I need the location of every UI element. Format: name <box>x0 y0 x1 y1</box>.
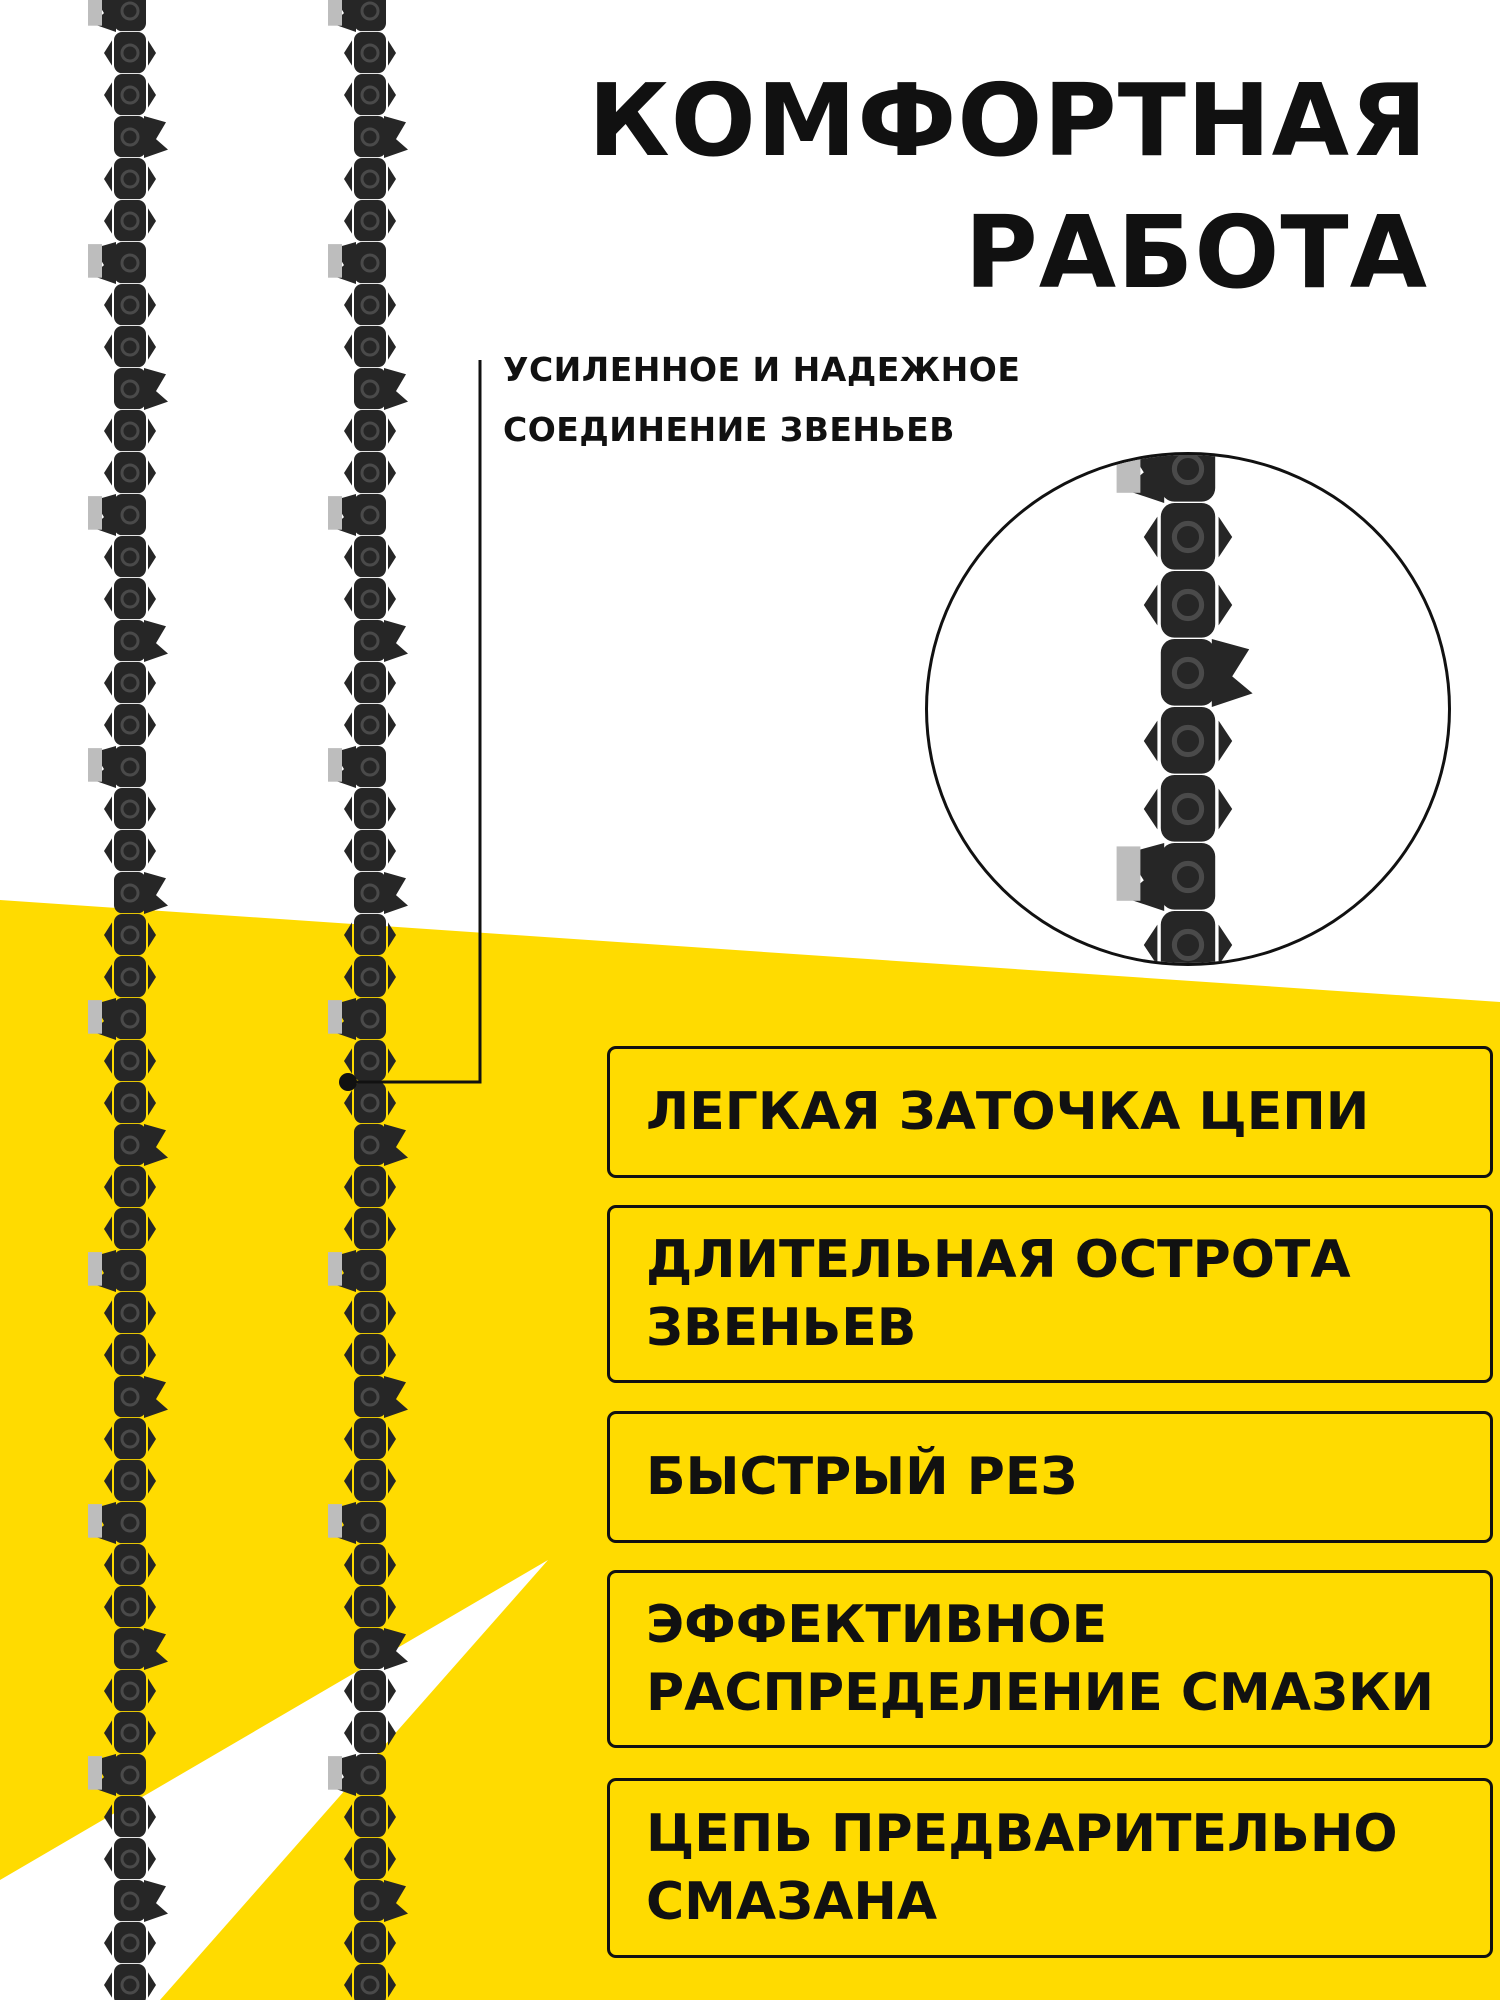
title-line-1: КОМФОРТНАЯ <box>587 62 1428 179</box>
chain-link <box>88 746 146 788</box>
feature-box-4 <box>607 1570 1493 1748</box>
chain-link <box>114 116 168 158</box>
chain-link <box>114 620 168 662</box>
chain-link <box>344 284 396 325</box>
chain-link <box>344 74 396 115</box>
chain-link <box>88 494 146 536</box>
chain-link <box>344 452 396 493</box>
chain-link <box>328 1754 386 1796</box>
chain-link <box>344 788 396 829</box>
chain-link <box>1144 911 1232 963</box>
chain-link <box>88 1250 146 1292</box>
chain-link <box>104 452 156 493</box>
callout-line-2: СОЕДИНЕНИЕ ЗВЕНЬЕВ <box>503 410 955 449</box>
chain-link <box>344 662 396 703</box>
chain-link <box>354 872 408 914</box>
feature-5-line-1: ЦЕПЬ ПРЕДВАРИТЕЛЬНО <box>646 1804 1398 1864</box>
chain-link <box>104 74 156 115</box>
chain-link <box>354 368 408 410</box>
chain-link <box>88 0 146 32</box>
chain-link <box>114 872 168 914</box>
feature-4-line-2: РАСПРЕДЕЛЕНИЕ СМАЗКИ <box>646 1663 1434 1723</box>
chain-link <box>88 1502 146 1544</box>
feature-box-5 <box>607 1778 1493 1958</box>
chain-link <box>344 410 396 451</box>
chain-link <box>328 494 386 536</box>
chain-link <box>354 116 408 158</box>
chain-link <box>104 788 156 829</box>
chain-link <box>344 704 396 745</box>
chain-link <box>1117 455 1216 503</box>
chain-link <box>328 998 386 1040</box>
chain-link <box>344 32 396 73</box>
chain-link <box>104 830 156 871</box>
callout-line-1: УСИЛЕННОЕ И НАДЕЖНОЕ <box>503 350 1021 389</box>
feature-4-line-1: ЭФФЕКТИВНОЕ <box>646 1595 1108 1655</box>
title-line-2: РАБОТА <box>964 194 1428 311</box>
chain-link <box>344 536 396 577</box>
chain-link <box>104 200 156 241</box>
chain-link <box>104 704 156 745</box>
feature-1-line-1: ЛЕГКАЯ ЗАТОЧКА ЦЕПИ <box>646 1082 1370 1142</box>
chain-link <box>328 1250 386 1292</box>
chain-link <box>1144 571 1232 638</box>
callout-dot <box>339 1073 357 1091</box>
feature-box-2 <box>607 1205 1493 1383</box>
chain-link <box>328 242 386 284</box>
chain-link <box>1144 707 1232 774</box>
feature-box-3 <box>607 1411 1493 1543</box>
chain-link <box>344 830 396 871</box>
chain-link <box>104 158 156 199</box>
callout-label <box>503 340 1020 460</box>
chain-link <box>104 284 156 325</box>
feature-2-line-2: ЗВЕНЬЕВ <box>646 1298 917 1358</box>
chain-link <box>344 158 396 199</box>
chain-link <box>104 536 156 577</box>
chain-link <box>1117 843 1216 911</box>
zoomed-chain-image <box>928 455 1448 963</box>
chain-link <box>104 410 156 451</box>
feature-2-line-1: ДЛИТЕЛЬНАЯ ОСТРОТА <box>646 1230 1351 1290</box>
chain-link <box>328 1502 386 1544</box>
chain-zoom-circle <box>925 452 1451 966</box>
page-title <box>588 55 1428 319</box>
chain-link <box>1144 775 1232 842</box>
chain-link <box>88 1754 146 1796</box>
chain-link <box>328 746 386 788</box>
chain-link <box>88 998 146 1040</box>
feature-5-line-2: СМАЗАНА <box>646 1872 938 1932</box>
chain-link <box>104 32 156 73</box>
chain-link <box>344 200 396 241</box>
feature-box-1 <box>607 1046 1493 1178</box>
chain-link <box>344 578 396 619</box>
chain-link <box>1144 503 1232 570</box>
chain-link <box>1161 639 1253 707</box>
chain-link <box>88 242 146 284</box>
chain-link <box>354 620 408 662</box>
feature-3-line-1: БЫСТРЫЙ РЕЗ <box>646 1447 1078 1507</box>
chain-link <box>104 578 156 619</box>
chain-link <box>104 326 156 367</box>
chain-link <box>328 0 386 32</box>
chain-link <box>114 368 168 410</box>
chain-link <box>104 662 156 703</box>
chain-link <box>344 326 396 367</box>
